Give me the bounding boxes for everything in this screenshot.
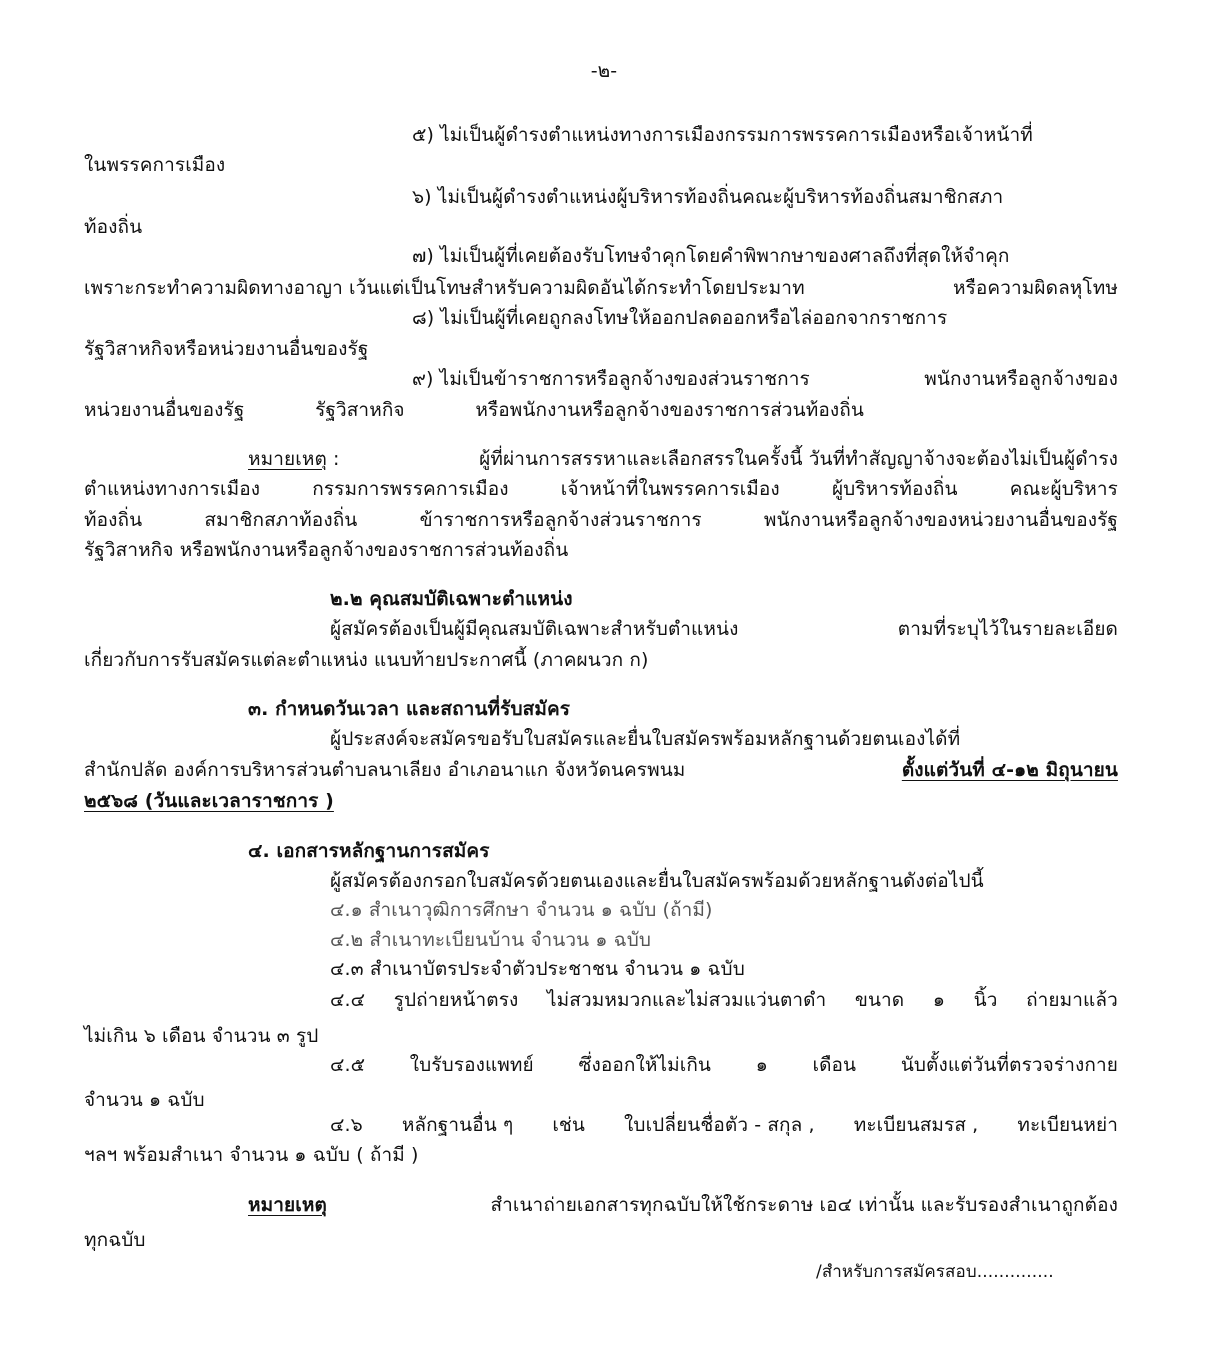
section-4-item-6-line-1	[330, 1112, 1118, 1138]
section-4-item-4-line-2: ไม่เกิน ๖ เดือน จำนวน ๓ รูป	[84, 1025, 319, 1047]
item-9-word: หน่วยงานอื่นของรัฐ	[84, 399, 245, 421]
note-2-line-1	[248, 1192, 1118, 1218]
item-5-line-2: ในพรรคการเมือง	[84, 154, 226, 176]
section-4-item-1: ๔.๑ สำเนาวุฒิการศึกษา จำนวน ๑ ฉบับ (ถ้ามี)	[330, 899, 713, 921]
note-1-label-group	[248, 446, 340, 472]
note-1-text: ผู้ที่ผ่านการสรรหาและเลือกสรรในครั้งนี้ วันที่ทำสัญญาจ้างจะต้องไม่เป็นผู้ดำรง	[479, 448, 1118, 470]
note-1-line-3	[84, 507, 1118, 533]
note-1-label: หมายเหตุ	[248, 448, 327, 470]
section-2-2-text-a: ผู้สมัครต้องเป็นผู้มีคุณสมบัติเฉพาะสำหรับตำแหน่ง	[330, 618, 739, 640]
section-4-item-5-line-2: จำนวน ๑ ฉบับ	[84, 1089, 205, 1111]
item-4-5-word: ใบรับรองแพทย์	[409, 1054, 534, 1076]
item-4-5-word: ๔.๕	[330, 1054, 366, 1076]
item-9-line-1	[412, 366, 1118, 392]
item-6-line-2: ท้องถิ่น	[84, 216, 143, 238]
continuation-note: /สำหรับการสมัครสอบ..............	[816, 1262, 1054, 1282]
item-4-6-word: เช่น	[552, 1114, 585, 1136]
item-4-4-word: ขนาด	[854, 989, 905, 1011]
note-1-word: กรรมการพรรคการเมือง	[312, 478, 509, 500]
section-3-line-2	[84, 757, 1118, 783]
item-4-4-word: ๑	[932, 989, 946, 1011]
section-4-item-3: ๔.๓ สำเนาบัตรประจำตัวประชาชน จำนวน ๑ ฉบับ	[330, 958, 745, 980]
item-4-4-word: ไม่สวมหมวกและไม่สวมแว่นตาดำ	[546, 989, 827, 1011]
section-3-line-3: ๒๕๖๘ (วันและเวลาราชการ )	[84, 790, 334, 812]
item-9-word: หรือพนักงานหรือลูกจ้างของราชการส่วนท้องถิ่น	[475, 399, 864, 421]
section-4-intro: ผู้สมัครต้องกรอกใบสมัครด้วยตนเองและยื่นใบสมัครพร้อมด้วยหลักฐานดังต่อไปนี้	[330, 870, 984, 892]
note-1-word: คณะผู้บริหาร	[1009, 478, 1118, 500]
section-2-2-line-1	[330, 616, 1118, 642]
item-9-text-a: ๙) ไม่เป็นข้าราชการหรือลูกจ้างของส่วนราชการ	[412, 368, 810, 390]
item-4-4-word: นิ้ว	[973, 989, 998, 1011]
note-1-word: เจ้าหน้าที่ในพรรคการเมือง	[560, 478, 780, 500]
section-4-item-4-line-1	[330, 987, 1118, 1013]
item-7-text-b: หรือความผิดลหุโทษ	[952, 277, 1118, 299]
application-period: ตั้งแต่วันที่ ๔-๑๒ มิถุนายน	[901, 759, 1118, 781]
item-6-line-1: ๖) ไม่เป็นผู้ดำรงตำแหน่งผู้บริหารท้องถิ่นคณะผู้บริหารท้องถิ่นสมาชิกสภา	[412, 186, 1004, 208]
item-9-line-2	[84, 397, 864, 423]
note-1-word: ผู้บริหารท้องถิ่น	[831, 478, 958, 500]
section-4-item-5-line-1	[330, 1052, 1118, 1078]
section-2-2-line-2: เกี่ยวกับการรับสมัครแต่ละตำแหน่ง แนบท้ายประกาศนี้ (ภาคผนวก ก)	[84, 649, 649, 671]
item-4-5-word: เดือน	[812, 1054, 857, 1076]
item-4-4-word: รูปถ่ายหน้าตรง	[393, 989, 519, 1011]
note-1-word: พนักงานหรือลูกจ้างของหน่วยงานอื่นของรัฐ	[763, 509, 1118, 531]
section-3-heading: ๓. กำหนดวันเวลา และสถานที่รับสมัคร	[248, 698, 571, 720]
item-4-6-word: ๔.๖	[330, 1114, 363, 1136]
note-1-word: สมาชิกสภาท้องถิ่น	[204, 509, 358, 531]
section-3-line-1: ผู้ประสงค์จะสมัครขอรับใบสมัครและยื่นใบสมัครพร้อมหลักฐานด้วยตนเองได้ที่	[330, 728, 961, 750]
item-7-line-2	[84, 275, 1118, 301]
section-2-2-heading: ๒.๒ คุณสมบัติเฉพาะตำแหน่ง	[330, 588, 573, 610]
item-4-6-word: ใบเปลี่ยนชื่อตัว - สกุล ,	[624, 1114, 815, 1136]
item-7-line-1: ๗) ไม่เป็นผู้ที่เคยต้องรับโทษจำคุกโดยคำพิพากษาของศาลถึงที่สุดให้จำคุก	[412, 245, 1010, 267]
item-4-4-word: ๔.๔	[330, 989, 366, 1011]
note-1-word: ตำแหน่งทางการเมือง	[84, 478, 261, 500]
item-9-word: รัฐวิสาหกิจ	[315, 399, 405, 421]
section-4-heading: ๔. เอกสารหลักฐานการสมัคร	[248, 840, 490, 862]
item-4-6-word: ทะเบียนหย่า	[1017, 1114, 1118, 1136]
item-4-4-word: ถ่ายมาแล้ว	[1026, 989, 1118, 1011]
note-1-line-2	[84, 476, 1118, 502]
note-2-line-2: ทุกฉบับ	[84, 1229, 146, 1251]
item-4-5-word: ๑	[755, 1054, 768, 1076]
item-8-line-2: รัฐวิสาหกิจหรือหน่วยงานอื่นของรัฐ	[84, 338, 369, 360]
note-2-label: หมายเหตุ	[248, 1194, 327, 1216]
section-2-2-text-b: ตามที่ระบุไว้ในรายละเอียด	[897, 618, 1118, 640]
item-4-6-word: หลักฐานอื่น ๆ	[401, 1114, 514, 1136]
item-8-line-1: ๘) ไม่เป็นผู้ที่เคยถูกลงโทษให้ออกปลดออกหรือไล่ออกจากราชการ	[412, 307, 948, 329]
item-4-5-word: ซึ่งออกให้ไม่เกิน	[578, 1054, 712, 1076]
section-4-item-6-line-2: ฯลฯ พร้อมสำเนา จำนวน ๑ ฉบับ ( ถ้ามี )	[84, 1144, 419, 1166]
note-1-line-1	[248, 446, 1118, 472]
item-5-line-1: ๕) ไม่เป็นผู้ดำรงตำแหน่งทางการเมืองกรรมการพรรคการเมืองหรือเจ้าหน้าที่	[412, 124, 1033, 146]
note-1-colon: :	[326, 448, 340, 470]
note-2-text: สำเนาถ่ายเอกสารทุกฉบับให้ใช้กระดาษ เอ๔ เท่านั้น และรับรองสำเนาถูกต้อง	[490, 1194, 1118, 1216]
page-number: -๒-	[590, 60, 618, 82]
section-3-text-a: สำนักปลัด องค์การบริหารส่วนตำบลนาเลียง อำเภอนาแก จังหวัดนครพนม	[84, 759, 686, 781]
item-7-text-a: เพราะกระทำความผิดทางอาญา เว้นแต่เป็นโทษสำหรับความผิดอันได้กระทำโดยประมาท	[84, 277, 805, 299]
item-4-5-word: นับตั้งแต่วันที่ตรวจร่างกาย	[900, 1054, 1118, 1076]
note-1-line-4: รัฐวิสาหกิจ หรือพนักงานหรือลูกจ้างของราชการส่วนท้องถิ่น	[84, 539, 569, 561]
note-1-word: ท้องถิ่น	[84, 509, 143, 531]
item-9-text-b: พนักงานหรือลูกจ้างของ	[924, 368, 1118, 390]
section-4-item-2: ๔.๒ สำเนาทะเบียนบ้าน จำนวน ๑ ฉบับ	[330, 929, 652, 951]
note-1-word: ข้าราชการหรือลูกจ้างส่วนราชการ	[419, 509, 702, 531]
item-4-6-word: ทะเบียนสมรส ,	[853, 1114, 979, 1136]
